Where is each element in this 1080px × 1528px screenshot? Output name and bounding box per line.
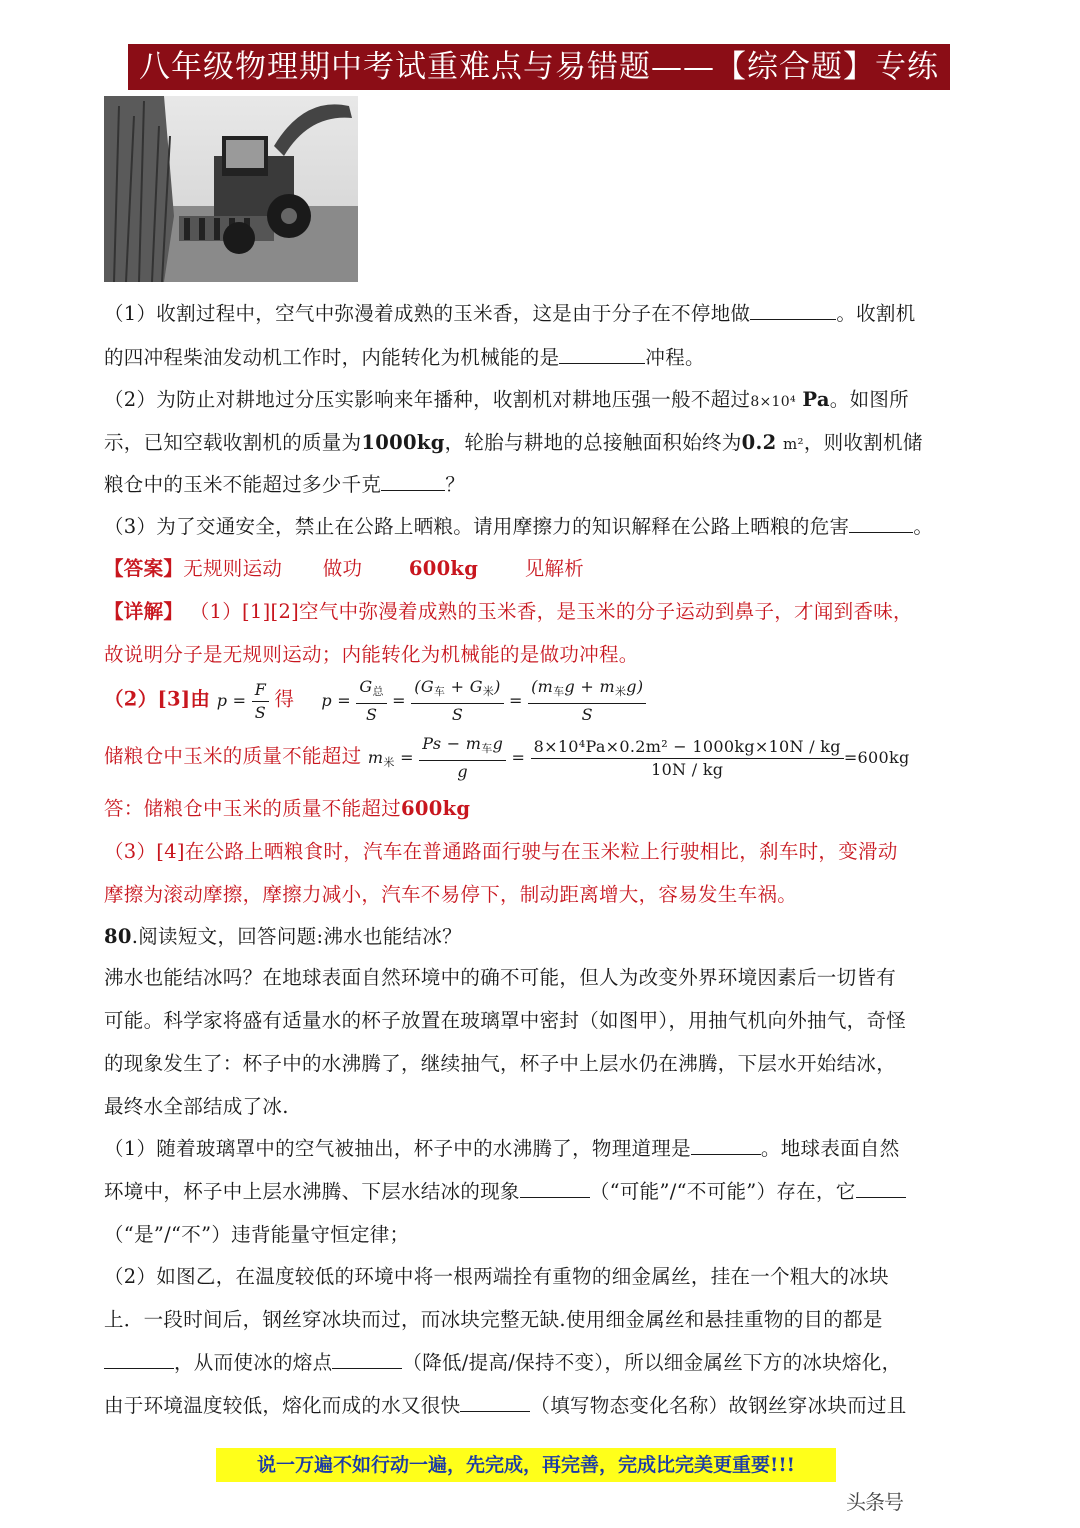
answer-blank[interactable] <box>520 1179 590 1198</box>
formula-calculation: $m_米$ = $\frac{Ps - m_车g}{g}$ = $\frac{\text{8×10⁴Pa×0.2m² − 1000kg×10N / kg}}{10N / kg}$ =600kg <box>367 734 910 781</box>
q80-part2-line1: （2）如图乙，在温度较低的环境中将一根两端拴有重物的细金属丝，挂在一个粗大的冰块 <box>104 1265 889 1288</box>
answer-blank[interactable] <box>559 345 645 364</box>
answer-blank[interactable] <box>849 514 913 533</box>
watermark: 头条号 <box>846 1490 903 1514</box>
formula-pressure: p = $\frac{F}{S}$ <box>217 691 275 710</box>
answer-blank[interactable] <box>856 1179 906 1198</box>
q80-heading: 80.阅读短文，回答问题:沸水也能结冰？ <box>104 925 462 948</box>
answer-blank[interactable] <box>332 1350 402 1369</box>
answer-blank[interactable] <box>691 1136 761 1155</box>
answer-line: 【答案】无规则运动 做功 600kg 见解析 <box>104 557 585 580</box>
q79-part3: （3）为了交通安全，禁止在公路上晒粮。请用摩擦力的知识解释在公路上晒粮的危害 。 <box>104 515 934 538</box>
detail-line6: （3）[4]在公路上晒粮食时，汽车在普通路面行驶与在玉米粒上行驶相比，刹车时，变滑动 <box>104 840 898 863</box>
formula-expansion: p = $\frac{G_总}{S}$ = $\frac{(G_车 + G_米)}{S}$ = $\frac{(m_车g + m_米g)}{S}$ <box>321 691 646 710</box>
q79-part2-line2: 示，已知空载收割机的质量为1000kg，轮胎与耕地的总接触面积始终为0.2 m²，则收割机储 <box>104 431 923 454</box>
q80-part2-line3: ，从而使冰的熔点 （降低/提高/保持不变），所以细金属丝下方的冰块熔化， <box>104 1347 984 1375</box>
answer-blank[interactable] <box>104 1350 174 1369</box>
detail-line1: 【详解】 （1）[1][2]空气中弥漫着成熟的玉米香，是玉米的分子运动到鼻子，才闻到香味， <box>104 600 913 623</box>
detail-answer-line: 答：储粮仓中玉米的质量不能超过600kg <box>104 797 471 820</box>
q80-part1-line1: （1）随着玻璃罩中的空气被抽出，杯子中的水沸腾了，物理道理是 。地球表面自然 <box>104 1137 900 1160</box>
motivational-slogan: 说一万遍不如行动一遍，先完成，再完善，完成比完美更重要!!! <box>216 1448 836 1482</box>
q80-part1-line2: 环境中，杯子中上层水沸腾、下层水结冰的现象 （“可能”/“不可能”）存在，它 <box>104 1176 984 1204</box>
detail-calc-line: 储粮仓中玉米的质量不能超过 $m_米$ = $\frac{Ps - m_车g}{g}$ = $\frac{\text{8×10⁴Pa×0.2m² − 1000kg×10N / kg}}{10N / kg}$ =600kg <box>104 734 910 781</box>
q80-text-line1: 沸水也能结冰吗？在地球表面自然环境中的确不可能，但人为改变外界环境因素后一切皆有 <box>104 966 897 989</box>
q79-part1-line2: 的四冲程柴油发动机工作时，内能转化为机械能的是 冲程。 <box>104 346 705 369</box>
q80-part2-line4: 由于环境温度较低，熔化而成的水又很快 （填写物态变化名称）故钢丝穿冰块而过且 <box>104 1394 907 1417</box>
harvester-photo <box>104 96 358 282</box>
q79-part1-line1: （1）收割过程中，空气中弥漫着成熟的玉米香，这是由于分子在不停地做 。收割机 <box>104 302 916 325</box>
answer-blank[interactable] <box>460 1393 530 1412</box>
q80-part1-line3: （“是”/“不”）违背能量守恒定律； <box>104 1223 410 1246</box>
q80-part2-line2: 上．一段时间后，钢丝穿冰块而过，而冰块完整无缺.使用细金属丝和悬挂重物的目的都是 <box>104 1308 883 1331</box>
q79-part2-line1: （2）为防止对耕地过分压实影响来年播种，收割机对耕地压强一般不超过8×10⁴ Pa。如图所 <box>104 388 909 411</box>
page-title: 八年级物理期中考试重难点与易错题——【综合题】专练 <box>128 44 950 90</box>
detail-formula-line: （2）[3]由 p = $\frac{F}{S}$ 得 p = $\frac{G_总}{S}$ = $\frac{(G_车 + G_米)}{S}$ = $\frac{(m_车g + m_米g)}{S}$ <box>104 676 984 726</box>
answer-blank[interactable] <box>750 301 836 320</box>
q79-part2-line3: 粮仓中的玉米不能超过多少千克 ？ <box>104 473 466 496</box>
q80-text-line4: 最终水全部结成了冰. <box>104 1095 289 1118</box>
q80-text-line2: 可能。科学家将盛有适量水的杯子放置在玻璃罩中密封（如图甲），用抽气机向外抽气，奇怪 <box>104 1009 907 1032</box>
detail-line2: 故说明分子是无规则运动；内能转化为机械能的是做功冲程。 <box>104 643 639 666</box>
q80-text-line3: 的现象发生了：杯子中的水沸腾了，继续抽气，杯子中上层水仍在沸腾，下层水开始结冰， <box>104 1052 897 1075</box>
answer-blank[interactable] <box>381 472 445 491</box>
detail-line7: 摩擦为滚动摩擦，摩擦力减小，汽车不易停下，制动距离增大，容易发生车祸。 <box>104 883 798 906</box>
